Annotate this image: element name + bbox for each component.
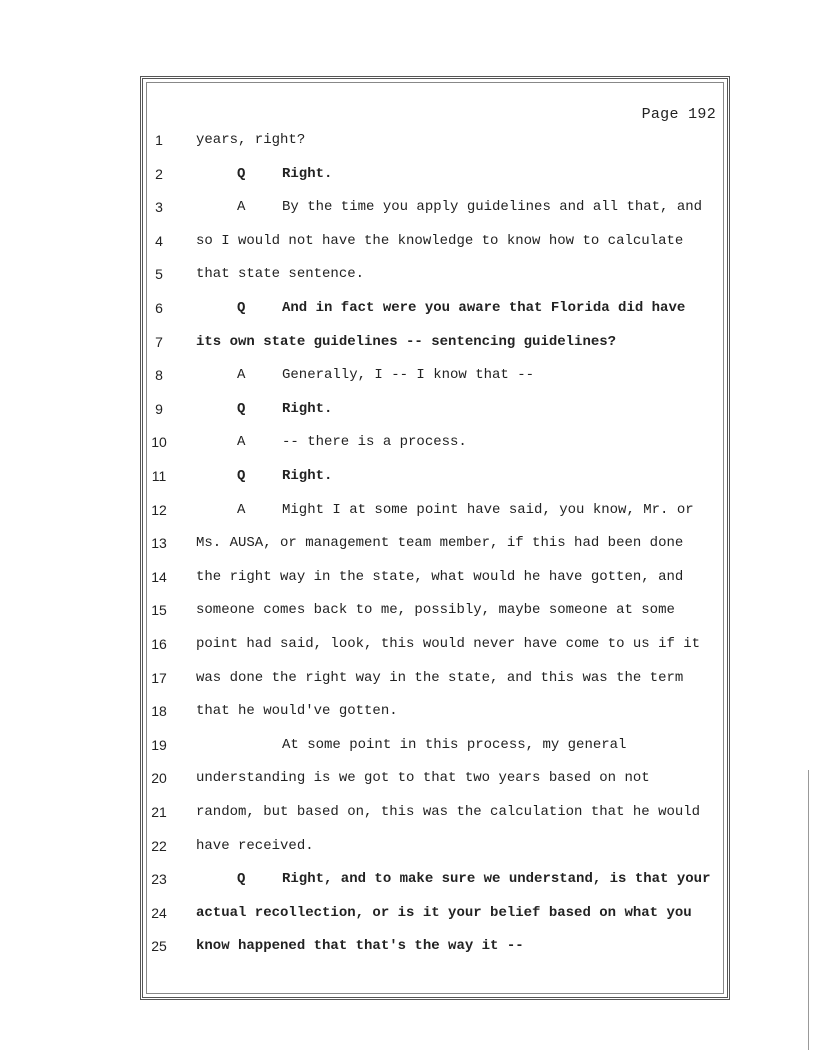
line-number: 1 (155, 132, 163, 148)
line-text: that he would've gotten. (196, 703, 398, 720)
line-number: 8 (155, 367, 163, 384)
line-text: so I would not have the knowledge to know how to calculate (196, 232, 684, 249)
line-number: 5 (155, 266, 163, 283)
transcript-line (0, 334, 816, 354)
line-text: random, but based on, this was the calculation that he would (196, 804, 701, 820)
line-number: 19 (151, 736, 167, 753)
line-text: And in fact were you aware that Florida did have (282, 300, 686, 316)
transcript-line (0, 703, 816, 723)
speaker-label: Q (237, 165, 246, 182)
line-text: was done the right way in the state, and this was the term (196, 669, 684, 686)
line-number: 6 (155, 300, 163, 316)
line-number: 12 (151, 501, 167, 518)
transcript-line (0, 636, 816, 656)
line-number: 14 (151, 568, 167, 585)
transcript-line (0, 535, 816, 555)
line-text: that state sentence. (196, 266, 365, 283)
transcript-line (0, 502, 816, 522)
speaker-label: A (237, 501, 246, 518)
line-number: 22 (151, 837, 167, 854)
speaker-label: Q (237, 468, 246, 484)
speaker-label: A (237, 199, 246, 216)
transcript-line (0, 871, 816, 891)
transcript-line (0, 569, 816, 589)
speaker-label: Q (237, 871, 246, 888)
line-text: the right way in the state, what would he have gotten, and (196, 568, 684, 585)
transcript-line (0, 938, 816, 958)
line-text: Right. (282, 468, 333, 484)
line-number: 23 (151, 871, 167, 888)
line-text: actual recollection, or is it your belief based on what you (196, 904, 692, 921)
line-text: Generally, I -- I know that -- (282, 367, 535, 384)
transcript-line (0, 132, 816, 152)
line-text: By the time you apply guidelines and all that, and (282, 199, 703, 216)
transcript-line (0, 166, 816, 186)
line-number: 4 (155, 232, 163, 249)
page-number: Page 192 (641, 106, 716, 123)
line-number: 7 (155, 333, 163, 350)
transcript-line (0, 434, 816, 454)
line-number: 18 (151, 703, 167, 720)
edge-rule (808, 770, 809, 1050)
line-number: 2 (155, 165, 163, 182)
transcript-line (0, 300, 816, 320)
transcript-line (0, 468, 816, 488)
line-number: 25 (151, 938, 167, 955)
line-number: 10 (151, 434, 167, 451)
line-text: someone comes back to me, possibly, maybe someone at some (196, 602, 675, 619)
transcript-line (0, 838, 816, 858)
speaker-label: A (237, 367, 246, 384)
line-text: Ms. AUSA, or management team member, if this had been done (196, 535, 684, 552)
line-text: have received. (196, 837, 314, 854)
line-text: Right. (282, 400, 333, 417)
line-text: At some point in this process, my general (282, 736, 627, 753)
line-number: 21 (151, 804, 167, 820)
transcript-line (0, 770, 816, 790)
speaker-label: Q (237, 400, 246, 417)
line-number: 17 (151, 669, 167, 686)
line-number: 9 (155, 400, 163, 417)
line-text: point had said, look, this would never have come to us if it (196, 636, 701, 652)
transcript-line (0, 233, 816, 253)
line-text: Right. (282, 165, 333, 182)
line-text: understanding is we got to that two years based on not (196, 770, 650, 787)
transcript-line (0, 199, 816, 219)
line-text: Might I at some point have said, you know, Mr. or (282, 501, 694, 518)
line-text: Right, and to make sure we understand, is that your (282, 871, 711, 888)
transcript-line (0, 367, 816, 387)
line-text: -- there is a process. (282, 434, 467, 451)
transcript-line (0, 804, 816, 824)
line-number: 20 (151, 770, 167, 787)
transcript-line (0, 670, 816, 690)
transcript-line (0, 737, 816, 757)
line-text: know happened that that's the way it -- (196, 938, 524, 955)
transcript-line (0, 905, 816, 925)
transcript-line (0, 602, 816, 622)
line-number: 16 (151, 636, 167, 652)
line-text: its own state guidelines -- sentencing guidelines? (196, 333, 617, 350)
transcript-line (0, 401, 816, 421)
speaker-label: Q (237, 300, 246, 316)
line-number: 13 (151, 535, 167, 552)
line-number: 15 (151, 602, 167, 619)
line-text: years, right? (196, 132, 306, 148)
speaker-label: A (237, 434, 246, 451)
line-number: 11 (151, 468, 167, 484)
transcript-line (0, 266, 816, 286)
line-number: 24 (151, 904, 167, 921)
line-number: 3 (155, 199, 163, 216)
